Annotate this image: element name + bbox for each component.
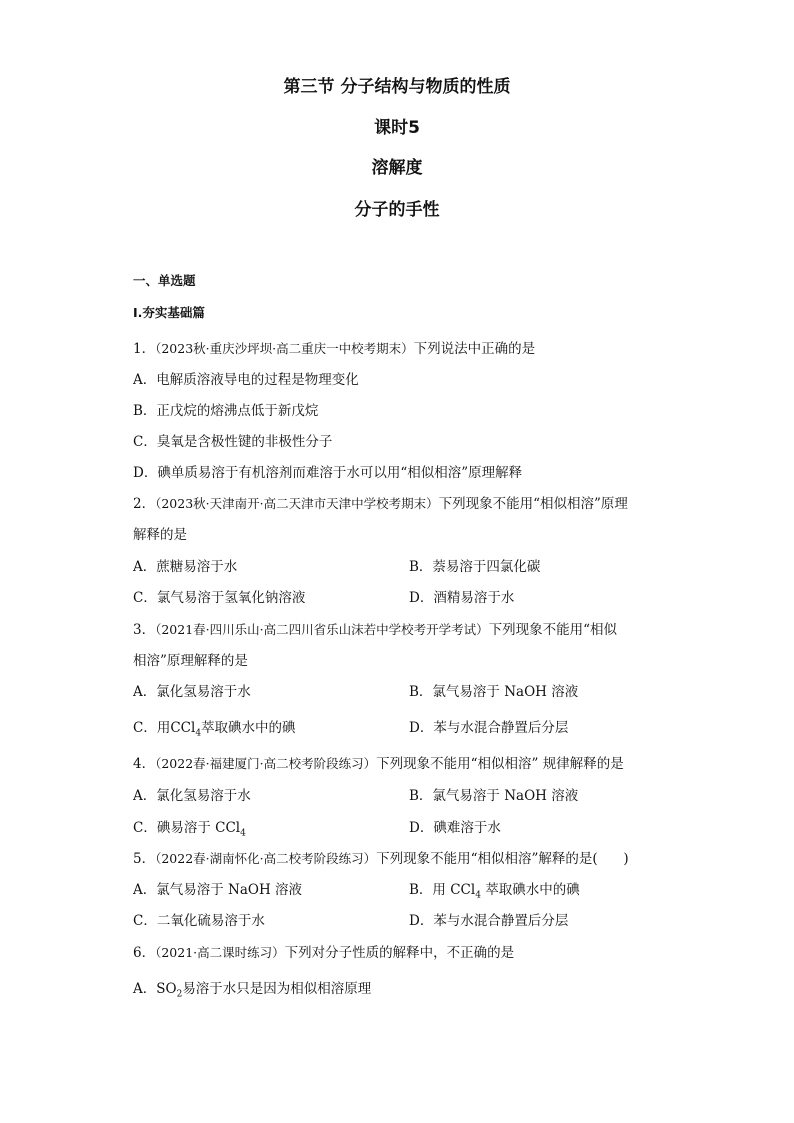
difficulty-heading: Ⅰ.夯实基础篇 — [133, 305, 205, 320]
question-stem: 下列现象不能用“相似相溶” 规律解释的是 — [376, 756, 624, 772]
formula-subscript: 4 — [195, 728, 202, 739]
q1-option-a: A．电解质溶液导电的过程是物理变化 — [133, 372, 359, 388]
question-1 — [133, 337, 535, 357]
option-prefix: C．用 — [133, 720, 171, 736]
q3-option-d: D．苯与水混合静置后分层 — [409, 720, 569, 736]
section-title: 第三节 分子结构与物质的性质 — [283, 77, 511, 97]
question-number: 6． — [133, 945, 156, 961]
q3-option-c — [133, 716, 296, 739]
question-stem: 下列对分子性质的解释中，不正确的是 — [284, 945, 515, 961]
question-source: （2022春·湖南怀化·高二校考阶段练习） — [155, 851, 377, 866]
q4-option-d: D．碘难溶于水 — [409, 820, 501, 836]
topic-chirality: 分子的手性 — [354, 200, 440, 220]
option-text: C．碘易溶于 CCl — [133, 820, 241, 836]
q6-option-a — [133, 977, 371, 1000]
q4-option-b: B．氯气易溶于 NaOH 溶液 — [409, 788, 579, 804]
question-stem: 下列说法中正确的是 — [413, 341, 536, 357]
question-number: 5． — [133, 851, 156, 867]
formula-subscript: 2 — [176, 989, 183, 1000]
question-number: 1． — [133, 341, 156, 357]
q2-option-a: A．蔗糖易溶于水 — [133, 559, 238, 575]
q3-option-a: A．氯化氢易溶于水 — [133, 684, 251, 700]
q1-option-b: B．正戊烷的熔沸点低于新戊烷 — [133, 403, 319, 419]
question-stem: 下列现象不能用“相似 — [488, 622, 618, 638]
formula-subscript: 4 — [240, 828, 246, 839]
q4-option-a: A．氯化氢易溶于水 — [133, 788, 251, 804]
option-text: 萃取碘水中的碘 — [201, 720, 296, 736]
q1-option-c: C．臭氧是含极性键的非极性分子 — [133, 434, 333, 450]
question-source: （2021春·四川乐山·高二四川省乐山沫若中学校考开学考试） — [155, 622, 489, 637]
chemical-formula: SO — [156, 981, 177, 997]
q5-option-a: A．氯气易溶于 NaOH 溶液 — [133, 882, 303, 898]
question-3 — [133, 618, 617, 638]
q2-option-c: C．氯气易溶于氢氧化钠溶液 — [133, 590, 306, 606]
question-source: （2022春·福建厦门·高二校考阶段练习） — [155, 756, 377, 771]
question-2 — [133, 492, 628, 512]
lesson-number: 课时5 — [374, 118, 420, 138]
question-stem-continued: 相溶”原理解释的是 — [133, 653, 248, 669]
option-text: B．用 CCl — [409, 882, 476, 898]
chemical-formula: CCl — [170, 720, 196, 736]
question-5 — [133, 847, 629, 867]
question-source: （2023秋·天津南开·高二天津市天津中学校考期末） — [155, 496, 439, 511]
topic-solubility: 溶解度 — [371, 158, 423, 178]
q1-option-d: D．碘单质易溶于有机溶剂而难溶于水可以用“相似相溶”原理解释 — [133, 465, 523, 481]
formula-subscript: 4 — [475, 890, 481, 901]
question-source: （2021·高二课时练习） — [155, 945, 285, 960]
option-prefix: A． — [133, 981, 157, 997]
question-stem: 下列现象不能用“相似相溶”解释的是( ) — [376, 851, 629, 867]
q4-option-c — [133, 816, 246, 839]
q5-option-c: C．二氧化硫易溶于水 — [133, 913, 265, 929]
question-number: 4． — [133, 756, 156, 772]
q5-option-b — [409, 878, 580, 901]
q2-option-b: B．萘易溶于四氯化碳 — [409, 559, 541, 575]
q2-option-d: D．酒精易溶于水 — [409, 590, 515, 606]
question-stem-continued: 解释的是 — [133, 527, 187, 543]
question-type-heading: 一、单选题 — [133, 273, 196, 288]
question-number: 2． — [133, 496, 156, 512]
question-6 — [133, 941, 514, 961]
option-text: 易溶于水只是因为相似相溶原理 — [182, 981, 372, 997]
question-stem: 下列现象不能用“相似相溶”原理 — [438, 496, 628, 512]
question-source: （2023秋·重庆沙坪坝·高二重庆一中校考期末） — [155, 341, 414, 356]
option-text: 萃取碘水中的碘 — [480, 882, 580, 898]
question-number: 3． — [133, 622, 156, 638]
question-4 — [133, 752, 624, 772]
q3-option-b: B．氯气易溶于 NaOH 溶液 — [409, 684, 579, 700]
q5-option-d: D．苯与水混合静置后分层 — [409, 913, 569, 929]
